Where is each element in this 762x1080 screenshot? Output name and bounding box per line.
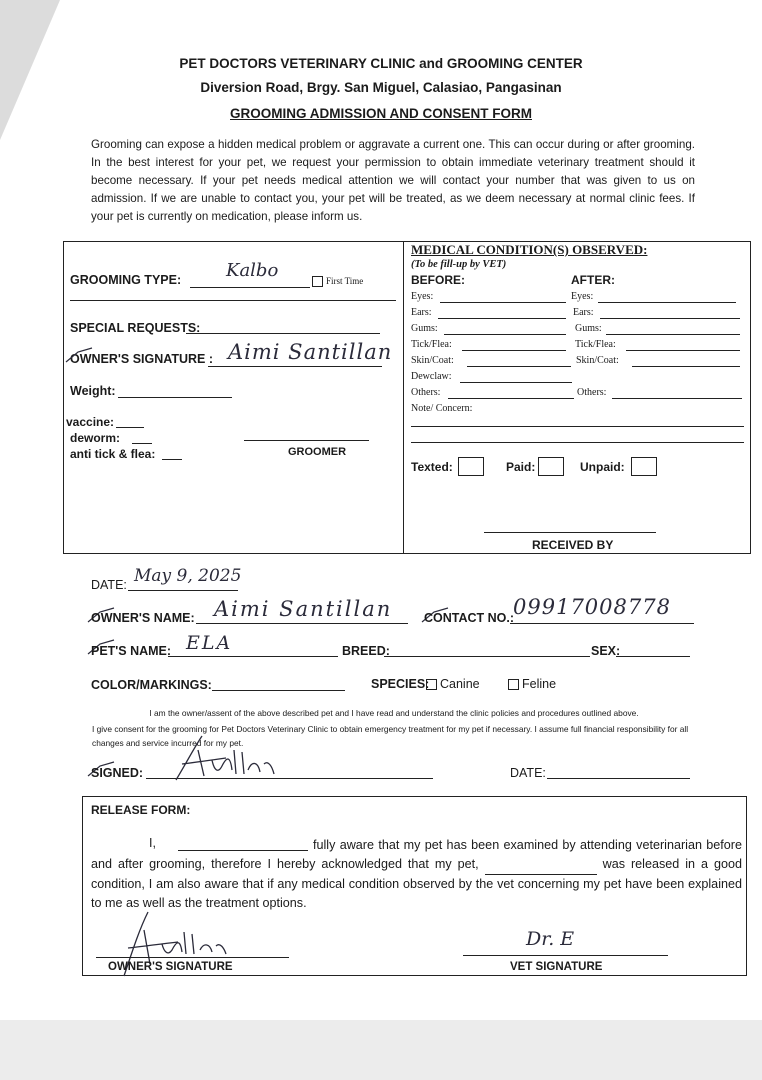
consent-line-1: I am the owner/assent of the above described pet and I have read and understand the clinic policies and procedures outlined above. (149, 708, 639, 718)
release-text-a: I, (149, 836, 156, 850)
color-markings-label: COLOR/MARKINGS: (91, 678, 212, 692)
vaccine-line (116, 427, 144, 428)
intro-paragraph: Grooming can expose a hidden medical problem or aggravate a current one. This can occur during or after grooming. In the best interest for your pet, we request your permission to obtain immediate veterinary treatment should it become necessary. If your pet needs medical attention we will contact your number that was given to us on admission. If we are unable to contact you, your pet will be treated, as we deem necessary at normal clinic fees. If your pet is currently on medication, please inform us. (91, 138, 695, 223)
grooming-type-line (190, 287, 310, 288)
special-requests-label: SPECIAL REQUESTS: (70, 321, 201, 335)
sex-line (616, 656, 690, 657)
owner-signature-line (208, 366, 382, 367)
after-ears-label: Ears: (573, 307, 594, 318)
after-ears-line (600, 318, 740, 319)
sex-label: SEX: (591, 644, 621, 658)
before-others-label: Others: (411, 387, 441, 398)
received-by-line (484, 532, 656, 533)
feline-checkbox[interactable] (508, 679, 519, 690)
received-by-label: RECEIVED BY (532, 538, 614, 552)
paid-checkbox[interactable] (538, 457, 564, 476)
before-gums-label: Gums: (411, 323, 438, 334)
vet-sig-label: VET SIGNATURE (510, 961, 603, 973)
release-text-b (91, 836, 742, 913)
feline-option[interactable] (508, 677, 556, 691)
release-title: RELEASE FORM: (91, 803, 191, 817)
release-pet-name-line (485, 855, 597, 875)
after-gums-line (606, 334, 740, 335)
consent-line-2: I give consent for the grooming for Pet Doctors Veterinary Clinic to obtain emergency treatment for my pet if necessary. I assume full financial responsibility for all changes and service incurred for my pet. (92, 724, 689, 748)
texted-label: Texted: (411, 460, 453, 474)
pet-name-value[interactable]: ELA (186, 632, 233, 654)
weight-label: Weight: (70, 384, 116, 398)
groomer-label: GROOMER (288, 446, 347, 458)
canine-checkbox[interactable] (426, 679, 437, 690)
breed-line (384, 656, 590, 657)
after-skin-label: Skin/Coat: (576, 355, 619, 366)
before-gums-line (444, 334, 566, 335)
feline-label: Feline (522, 677, 557, 691)
before-eyes-line (440, 302, 566, 303)
after-tick-line (626, 350, 740, 351)
before-ears-line (438, 318, 566, 319)
first-time-checkbox[interactable] (312, 276, 323, 287)
consent-date-label: DATE: (510, 766, 546, 780)
before-ears-label: Ears: (411, 307, 432, 318)
clinic-name: PET DOCTORS VETERINARY CLINIC and GROOMING CENTER (179, 56, 583, 71)
owner-sig-label: OWNER'S SIGNATURE (108, 961, 233, 973)
after-tick-label: Tick/Flea: (575, 339, 616, 350)
box-divider (403, 241, 404, 554)
before-skin-line (467, 366, 571, 367)
after-label: AFTER: (571, 273, 615, 287)
release-owner-signature-scribble (110, 906, 250, 986)
after-skin-line (632, 366, 740, 367)
scan-bottom-margin (0, 1020, 762, 1080)
canine-label: Canine (440, 677, 480, 691)
after-others-label: Others: (577, 387, 607, 398)
contact-line (510, 623, 694, 624)
before-others-line (448, 398, 574, 399)
dewclaw-label: Dewclaw: (411, 371, 452, 382)
after-eyes-line (598, 302, 736, 303)
contact-value[interactable]: 09917008778 (513, 595, 671, 619)
owner-name-label: OWNER'S NAME: (91, 611, 195, 625)
species-label: SPECIES: (371, 677, 430, 691)
date-line (128, 590, 238, 591)
after-others-line (612, 398, 742, 399)
release-text-b-span: fully aware that my pet has been examined by attending veterinarian before and after grooming, therefore I hereby acknowledged that my pet, (91, 838, 742, 871)
before-label: BEFORE: (411, 273, 465, 287)
consent-date-line (547, 778, 690, 779)
grooming-extra-line (70, 300, 396, 301)
paid-label: Paid: (506, 460, 536, 474)
special-requests-line (186, 333, 380, 334)
color-markings-line (212, 690, 345, 691)
date-label: DATE: (91, 578, 127, 592)
first-time-label: First Time (326, 276, 364, 286)
owner-name-line (196, 623, 408, 624)
owner-signature-scribble (168, 730, 288, 790)
note-line-2 (411, 442, 744, 443)
unpaid-label: Unpaid: (580, 460, 625, 474)
clinic-address: Diversion Road, Brgy. San Miguel, Calasiao, Pangasinan (200, 80, 562, 95)
vet-sig-value[interactable]: Dr. E (526, 928, 575, 950)
signed-label: SIGNED: (91, 766, 144, 780)
breed-label: BREED: (342, 644, 390, 658)
contact-label: CONTACT NO.: (424, 611, 515, 625)
vet-sig-line (463, 955, 668, 956)
medical-subtitle: (To be fill-up by VET) (411, 259, 507, 270)
grooming-type-value[interactable]: Kalbo (226, 260, 279, 281)
medical-title: MEDICAL CONDITION(S) OBSERVED: (411, 242, 648, 257)
groomer-line (244, 440, 369, 441)
note-line-1 (411, 426, 744, 427)
deworm-label: deworm: (70, 431, 121, 445)
check-mark-icon (64, 346, 94, 366)
owner-signature-value[interactable]: Aimi Santillan (228, 340, 393, 364)
canine-option[interactable] (426, 677, 480, 691)
note-concern-label: Note/ Concern: (411, 403, 473, 414)
deworm-line (132, 443, 152, 444)
pet-name-line (168, 656, 338, 657)
first-time-option[interactable] (312, 276, 363, 287)
before-tick-label: Tick/Flea: (411, 339, 452, 350)
vaccine-label: vaccine: (66, 415, 115, 429)
texted-checkbox[interactable] (458, 457, 484, 476)
pet-name-label: PET'S NAME: (91, 644, 172, 658)
owner-sig-line (96, 957, 289, 958)
grooming-type-label: GROOMING TYPE: (70, 273, 182, 287)
release-text-c: was released in a good condition, I am also aware that if any medical condition observed by the vet concerning my pet have been explained to me as well as the treatment options. (91, 857, 742, 910)
after-gums-label: Gums: (575, 323, 602, 334)
owner-name-value[interactable]: Aimi Santillan (214, 597, 393, 621)
weight-line (118, 397, 232, 398)
date-value[interactable]: May 9, 2025 (134, 566, 242, 586)
form-title: GROOMING ADMISSION AND CONSENT FORM (230, 106, 532, 121)
anti-tick-line (162, 459, 182, 460)
before-tick-line (462, 350, 566, 351)
after-eyes-label: Eyes: (571, 291, 594, 302)
before-eyes-label: Eyes: (411, 291, 434, 302)
anti-tick-label: anti tick & flea: (70, 447, 156, 461)
owner-signature-label: OWNER'S SIGNATURE : (70, 352, 214, 366)
before-skin-label: Skin/Coat: (411, 355, 454, 366)
unpaid-checkbox[interactable] (631, 457, 657, 476)
dewclaw-line (460, 382, 572, 383)
